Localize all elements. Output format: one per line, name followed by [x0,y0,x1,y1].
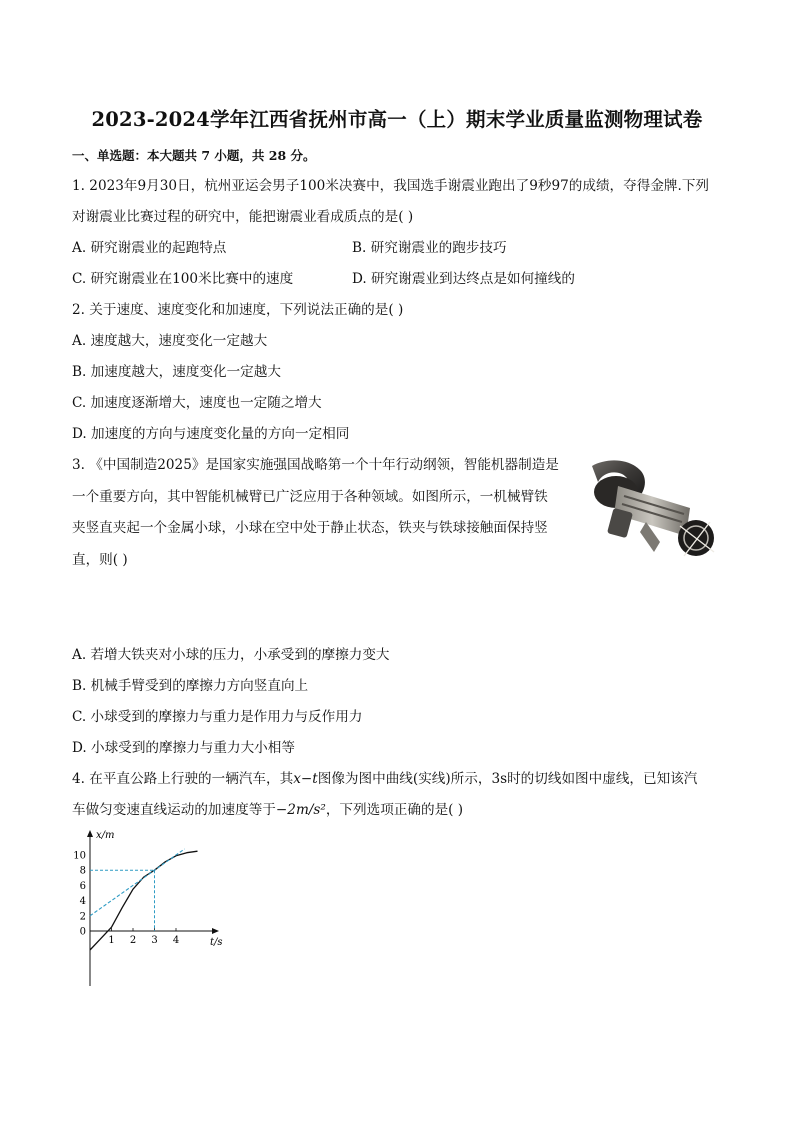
y-tick-label: 10 [73,850,86,862]
q2-option-b: B. 加速度越大，速度变化一定越大 [72,364,281,380]
q3-stem-line3: 夹竖直夹起一个金属小球，小球在空中处于静止状态，铁夹与铁球接触面保持竖 [72,520,548,536]
q3-stem-line2: 一个重要方向，其中智能机械臂已广泛应用于各种领域。如图所示，一机械臂铁 [72,489,548,505]
exam-title: 2023-2024学年江西省抚州市高一（上）期末学业质量监测物理试卷 [91,108,703,131]
q1-option-c: C. 研究谢震业在100米比赛中的速度 [72,271,294,287]
y-tick-label: 2 [79,911,86,923]
x-tick-label: 1 [108,935,115,946]
section-heading: 一、单选题：本大题共 7 小题，共 28 分。 [72,148,316,163]
q3-stem-line4: 直，则( ) [72,552,128,568]
q4-acceleration: −2m/s² [275,802,326,818]
xt-graph-svg [72,826,242,988]
q4-xt-symbol: x−t [293,771,318,787]
q2-option-c: C. 加速度逐渐增大，速度也一定随之增大 [72,395,322,411]
q3-option-b: B. 机械手臂受到的摩擦力方向竖直向上 [72,678,309,694]
q2-option-a: A. 速度越大，速度变化一定越大 [72,333,268,349]
q4-line1-text-b: 图像为图中曲线(实线)所示，3s时的切线如图中虚线，已知该汽 [317,771,698,787]
q3-option-d: D. 小球受到的摩擦力与重力大小相等 [72,740,295,756]
x-axis-label: t/s [210,937,223,948]
q1-stem-line2: 对谢震业比赛过程的研究中，能把谢震业看成质点的是( ) [72,209,414,225]
q3-option-c: C. 小球受到的摩擦力与重力是作用力与反作用力 [72,709,363,725]
q1-option-b: B. 研究谢震业的跑步技巧 [352,240,507,256]
x-tick-label: 2 [129,935,137,946]
y-axis-arrow [87,830,93,837]
q2-option-d: D. 加速度的方向与速度变化量的方向一定相同 [72,426,350,442]
q3-option-a: A. 若增大铁夹对小球的压力，小承受到的摩擦力变大 [72,647,390,663]
y-tick-label: 6 [79,880,86,892]
q4-line1-text-a: 4. 在平直公路上行驶的一辆汽车，其 [72,771,294,787]
q2-stem: 2. 关于速度、速度变化和加速度，下列说法正确的是( ) [72,302,404,318]
x-tick-label: 3 [151,935,158,946]
y-tick-label: 8 [79,865,86,877]
q4-line2-text-a: 车做匀变速直线运动的加速度等于 [72,802,276,818]
xt-graph [72,826,242,988]
x-tick-label: 4 [172,935,180,946]
y-axis-label: x/m [96,830,115,841]
q1-option-d: D. 研究谢震业到达终点是如何撞线的 [352,271,575,287]
q1-option-a: A. 研究谢震业的起跑特点 [72,240,227,256]
q1-stem-line1: 1. 2023年9月30日，杭州亚运会男子100米决赛中，我国选手谢震业跑出了9秒97的成绩，夺得金牌.下列 [72,178,710,194]
x-axis-arrow [212,928,219,934]
y-tick-label: 0 [79,926,86,938]
xt-curve [90,851,198,950]
q4-line2-text-b: ，下列选项正确的是( ) [325,802,464,818]
robotic-arm-image [588,456,720,574]
q4-stem-line1 [72,770,697,788]
q4-stem-line2 [72,801,463,819]
y-tick-label: 4 [79,896,86,908]
q3-stem-line1: 3. 《中国制造2025》是国家实施强国战略第一个十年行动纲领，智能机器制造是 [72,457,559,473]
